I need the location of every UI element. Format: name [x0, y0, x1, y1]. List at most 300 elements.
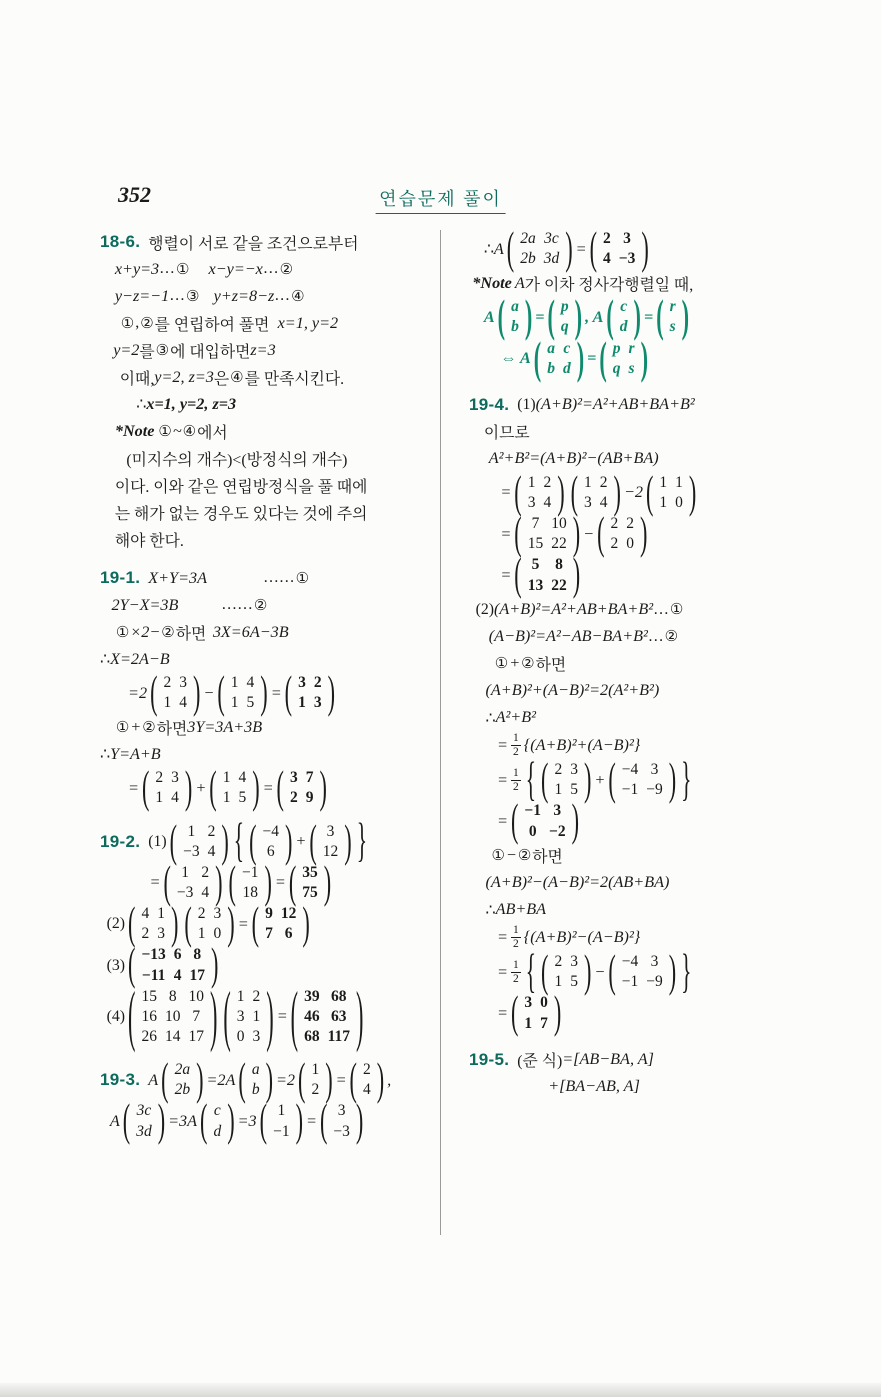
- matrix: [607, 945, 677, 997]
- matrix-paren: (: [184, 897, 192, 949]
- matrix-cell: 9: [265, 905, 273, 923]
- content-line: [100, 1094, 433, 1146]
- matrix-cell: 7: [305, 769, 314, 787]
- matrix-cell: −3: [183, 842, 200, 860]
- matrix-cell: 6: [284, 925, 293, 943]
- korean-text: (1): [517, 395, 536, 413]
- matrix-grid: [328, 1101, 355, 1141]
- matrix: [589, 222, 650, 274]
- math-text: =: [270, 683, 282, 702]
- content-line: [100, 229, 433, 255]
- matrix-grid: [150, 768, 184, 808]
- matrix-grid: [519, 993, 553, 1033]
- content-line: [469, 290, 802, 342]
- matrix-paren: ): [583, 753, 592, 805]
- matrix-paren: ): [209, 976, 218, 1054]
- matrix-cell: 0: [540, 994, 548, 1012]
- math-text: (A+B)²=A²+AB+BA+B²: [494, 600, 654, 619]
- equation-marker: ①: [120, 315, 135, 332]
- matrix: [276, 761, 328, 813]
- matrix-cell: 4: [173, 966, 182, 984]
- matrix-grid: [523, 514, 572, 554]
- math-text: =2: [128, 683, 148, 702]
- matrix-cell: 7: [540, 1014, 548, 1032]
- matrix-paren: (: [656, 290, 664, 342]
- content-line: [469, 392, 802, 418]
- equation-marker: ②: [142, 719, 156, 736]
- matrix-cell: 4: [238, 769, 247, 787]
- equation-marker: ②: [161, 624, 175, 641]
- content-line: [100, 310, 433, 336]
- content-line: [100, 526, 433, 552]
- matrix: [510, 986, 562, 1038]
- matrix-cell: 2a: [520, 230, 536, 247]
- matrix-cell: 1: [222, 789, 231, 807]
- math-text: A²+B²=(A+B)²−(AB+BA): [488, 449, 659, 468]
- matrix-paren: ): [196, 1053, 204, 1105]
- matrix-paren: (: [514, 548, 522, 600]
- content-line: [100, 976, 433, 1054]
- math-text: , A: [585, 307, 604, 326]
- matrix: [237, 1053, 274, 1105]
- matrix-cell: 1: [659, 493, 668, 511]
- content-line: [469, 870, 802, 896]
- matrix-cell: 4: [246, 674, 255, 691]
- matrix-paren: (: [200, 1094, 208, 1146]
- korean-text: ∴: [485, 901, 496, 919]
- matrix-paren: ): [668, 753, 677, 805]
- math-text: =3: [237, 1112, 257, 1131]
- matrix-cell: 5: [531, 556, 540, 574]
- matrix-paren: (: [128, 938, 136, 990]
- math-text: =2A: [206, 1070, 236, 1089]
- matrix-cell: 46: [304, 1007, 320, 1025]
- matrix-paren: (: [169, 814, 178, 866]
- matrix-paren: ): [323, 856, 332, 908]
- matrix-cell: p: [560, 298, 569, 316]
- matrix-grid: [523, 473, 557, 513]
- content-line: [100, 741, 433, 767]
- math-text: +: [295, 832, 307, 851]
- matrix-cell: 1: [675, 473, 683, 491]
- math-text: +: [594, 770, 606, 789]
- fraction-denominator: 2: [512, 937, 519, 950]
- content-line: [100, 565, 433, 591]
- matrix-cell: s: [628, 359, 635, 377]
- matrix-cell: 7: [531, 515, 540, 533]
- matrix-cell: 1: [277, 1102, 286, 1120]
- matrix-cell: −1: [241, 863, 259, 881]
- equation-marker: ①: [115, 719, 130, 736]
- matrix-grid: [519, 801, 570, 841]
- math-text: =[AB−BA, A]: [562, 1050, 654, 1069]
- big-delimiter: {: [233, 813, 245, 867]
- matrix-cell: 15: [527, 535, 544, 553]
- matrix-paren: ): [574, 290, 583, 342]
- matrix-cell: 0: [213, 925, 222, 943]
- matrix-grid: [542, 339, 576, 379]
- matrix-cell: 3: [236, 1007, 245, 1025]
- math-text: y=2, z=3: [154, 367, 214, 386]
- fraction: [511, 924, 521, 951]
- matrix-paren: ): [265, 1053, 273, 1105]
- matrix-cell: r: [669, 298, 676, 316]
- content-line: [100, 445, 433, 471]
- matrix-grid: [136, 945, 210, 985]
- matrix-paren: ): [211, 938, 219, 990]
- math-text: =: [276, 1007, 288, 1026]
- content-line: [100, 856, 433, 908]
- matrix-cell: 0: [626, 535, 634, 553]
- matrix-paren: (: [276, 761, 284, 813]
- korean-text: 에 대입하면: [170, 343, 251, 361]
- matrix-paren: ): [633, 290, 641, 342]
- matrix-cell: 2: [311, 1081, 320, 1099]
- math-text: =: [128, 778, 139, 797]
- math-text: ,: [387, 1070, 392, 1089]
- korean-text: (준 식): [517, 1053, 563, 1071]
- matrix-paren: (: [349, 1053, 357, 1105]
- math-text: −: [203, 683, 215, 702]
- matrix-paren: (: [570, 466, 579, 518]
- matrix-grid: [515, 229, 564, 269]
- korean-text: …: [274, 287, 291, 304]
- korean-text: 하면: [532, 849, 563, 867]
- fraction-numerator: 1: [511, 767, 521, 781]
- fraction: [511, 767, 521, 794]
- math-text: +: [130, 717, 142, 736]
- math-text: (A+B)²=A²+AB+BA+B²: [535, 395, 695, 414]
- matrix-cell: 4: [179, 694, 187, 712]
- matrix-cell: 14: [164, 1027, 181, 1045]
- problem-number: 19-1.: [100, 568, 141, 587]
- korean-text: …: [169, 287, 185, 304]
- matrix-paren: (: [589, 222, 597, 274]
- big-delimiter: }: [356, 813, 367, 867]
- matrix-paren: ): [319, 761, 327, 813]
- math-text: (A−B)²=A²−AB−BA+B²: [488, 627, 648, 646]
- matrix-cell: 1: [252, 1007, 261, 1025]
- korean-text: (2): [106, 915, 126, 933]
- matrix-cell: 4: [362, 1081, 371, 1099]
- equation-marker: ④: [230, 369, 244, 386]
- matrix-cell: 18: [242, 883, 258, 901]
- content-line: [469, 651, 802, 677]
- math-text: ×2−: [130, 622, 161, 641]
- matrix-cell: 0: [236, 1027, 245, 1045]
- matrix: [208, 761, 260, 813]
- matrix-cell: 3d: [136, 1122, 152, 1140]
- fraction-denominator: 2: [512, 972, 519, 985]
- matrix-cell: 1: [181, 863, 189, 881]
- big-delimiter: {: [525, 944, 537, 998]
- equation-marker: ②: [521, 656, 535, 673]
- matrix-cell: a: [511, 298, 519, 316]
- matrix-grid: [598, 229, 640, 269]
- korean-text: ……: [263, 569, 295, 586]
- matrix-cell: 17: [188, 1027, 204, 1045]
- matrix-paren: (: [541, 945, 549, 997]
- math-text: X+Y=3A: [148, 568, 207, 587]
- matrix-paren: ): [688, 466, 697, 518]
- korean-text: …: [653, 600, 669, 618]
- math-text: =: [497, 1004, 508, 1023]
- math-text: y=2: [113, 340, 140, 359]
- matrix-cell: 5: [570, 781, 578, 799]
- matrix-cell: −1: [621, 973, 639, 991]
- matrix-cell: 2: [554, 761, 563, 779]
- page-number: 352: [118, 182, 151, 207]
- matrix-cell: −1: [524, 802, 541, 820]
- matrix-grid: [136, 987, 209, 1047]
- problem-block: [100, 229, 433, 552]
- content-line: [469, 678, 802, 704]
- matrix-paren: ): [583, 945, 592, 997]
- matrix-paren: (: [510, 794, 519, 846]
- math-text: =: [335, 1070, 347, 1089]
- math-text: −: [583, 524, 595, 543]
- matrix-cell: 5: [238, 789, 247, 807]
- matrix-cell: 1: [163, 694, 172, 712]
- math-text: =: [497, 812, 508, 831]
- math-text: x+y=3: [114, 259, 160, 278]
- matrix: [533, 331, 585, 383]
- math-text: =2: [275, 1070, 296, 1089]
- korean-text: ∴: [485, 709, 496, 727]
- matrix-grid: [159, 673, 193, 713]
- content-line: [100, 592, 433, 618]
- content-line: [100, 418, 433, 444]
- korean-text: 이므로: [483, 425, 530, 443]
- matrix-cell: 75: [302, 883, 318, 901]
- matrix-grid: [208, 1101, 226, 1141]
- matrix-grid: [297, 863, 323, 903]
- matrix-paren: (: [497, 290, 506, 342]
- big-delimiter: }: [681, 752, 692, 806]
- math-text: {(A+B)²+(A−B)²}: [523, 735, 641, 754]
- matrix-paren: ): [668, 945, 677, 997]
- matrix-cell: 1: [197, 925, 206, 943]
- matrix-paren: ): [355, 976, 364, 1054]
- matrix: [222, 976, 274, 1054]
- matrix-paren: ): [184, 761, 193, 813]
- matrix-paren: ): [639, 507, 648, 559]
- equation-marker: ②: [664, 629, 679, 646]
- right-column: [469, 222, 802, 1155]
- matrix-paren: (: [608, 753, 616, 805]
- equation-marker: ①: [158, 423, 172, 440]
- matrix-cell: 5: [570, 973, 578, 991]
- matrix: [199, 1094, 236, 1146]
- content-line: [469, 752, 802, 806]
- problem-number: 19-2.: [100, 831, 141, 851]
- matrix-cell: 68: [304, 1027, 320, 1045]
- content-line: [469, 222, 802, 274]
- matrix-paren: ): [641, 222, 649, 274]
- korean-text: ∴: [100, 651, 111, 668]
- matrix-cell: 4: [207, 842, 216, 860]
- matrix-grid: [617, 760, 668, 800]
- matrix-cell: 1: [554, 781, 563, 799]
- matrix-cell: 2: [141, 925, 150, 943]
- matrix-cell: −13: [141, 946, 166, 964]
- matrix-cell: 1: [298, 694, 306, 712]
- matrix-cell: −4: [621, 761, 639, 779]
- matrix-cell: 2: [163, 674, 172, 691]
- matrix-grid: [170, 1060, 196, 1100]
- matrix-paren: ): [565, 222, 573, 274]
- matrix-cell: −3: [618, 250, 636, 268]
- math-text: +: [509, 654, 521, 673]
- matrix: [605, 290, 642, 342]
- matrix: [216, 666, 268, 718]
- problem-block: [469, 1047, 802, 1100]
- content-line: [469, 705, 802, 731]
- matrix-cell: 3: [650, 953, 659, 971]
- matrix-grid: [268, 1101, 295, 1141]
- page-header: [0, 182, 881, 218]
- matrix-paren: ): [227, 1094, 235, 1146]
- matrix-grid: [136, 904, 170, 944]
- matrix-paren: ): [295, 1094, 303, 1146]
- matrix-cell: a: [547, 339, 555, 357]
- math-text: =: [500, 524, 512, 543]
- math-text: =: [149, 873, 161, 892]
- matrix-paren: (: [284, 666, 293, 718]
- korean-text: ∴: [100, 746, 111, 764]
- matrix-paren: ): [325, 1053, 333, 1105]
- matrix-cell: 1: [236, 987, 245, 1005]
- content-line: [469, 986, 802, 1038]
- math-text: 3Y=3A+3B: [187, 717, 263, 736]
- matrix-paren: ): [557, 466, 565, 518]
- equation-marker: ②: [279, 261, 294, 278]
- matrix-cell: 1: [659, 473, 668, 491]
- matrix-cell: 39: [304, 987, 320, 1005]
- content-line: [100, 761, 433, 813]
- matrix-cell: 3: [524, 994, 533, 1012]
- two-column-layout: [100, 222, 802, 1155]
- matrix: [349, 1053, 386, 1105]
- matrix-grid: [218, 768, 252, 808]
- matrix-cell: 3: [553, 802, 562, 820]
- matrix-cell: −1: [621, 781, 639, 799]
- matrix-paren: (: [514, 507, 522, 559]
- math-text: y−z=−1: [114, 286, 170, 305]
- korean-text: 하면: [156, 720, 188, 738]
- problem-block: [469, 222, 802, 383]
- korean-text: …: [159, 260, 175, 277]
- matrix: [228, 856, 273, 908]
- matrix-cell: 2: [554, 953, 563, 971]
- content-line: [100, 619, 433, 645]
- matrix-cell: 7: [265, 925, 273, 943]
- matrix-paren: ): [571, 794, 580, 846]
- matrix-paren: (: [547, 290, 555, 342]
- matrix-paren: (: [209, 761, 217, 813]
- matrix-cell: −3: [333, 1122, 350, 1140]
- content-line: [469, 597, 802, 623]
- math-text: =: [643, 307, 654, 326]
- fraction-denominator: 2: [512, 745, 519, 758]
- equation-marker: ④: [182, 423, 197, 440]
- matrix-paren: (: [217, 666, 225, 718]
- matrix-paren: (: [298, 1053, 306, 1105]
- matrix-cell: b: [251, 1081, 260, 1099]
- korean-text: 에서: [197, 424, 228, 442]
- matrix-cell: 3: [171, 769, 179, 787]
- matrix-paren: ): [284, 814, 293, 866]
- matrix-paren: (: [128, 976, 136, 1054]
- matrix: [122, 1094, 166, 1146]
- matrix-cell: 0: [528, 822, 537, 840]
- matrix-cell: 2: [252, 987, 261, 1005]
- content-line: [469, 419, 802, 445]
- matrix-cell: 5: [246, 694, 255, 712]
- matrix-grid: [285, 768, 319, 808]
- korean-text: (4): [106, 1007, 126, 1025]
- matrix-paren: ): [376, 1053, 385, 1105]
- matrix-grid: [556, 297, 574, 337]
- matrix-cell: 10: [164, 1007, 181, 1025]
- content-line: [469, 1074, 802, 1100]
- matrix: [506, 222, 574, 274]
- content-line: [469, 548, 802, 600]
- math-text: Y=A+B: [110, 744, 161, 763]
- matrix: [160, 1053, 204, 1105]
- matrix: [645, 466, 697, 518]
- matrix-cell: 1: [230, 674, 239, 691]
- matrix-cell: 2: [610, 515, 619, 533]
- korean-text: 가 이차 정사각행렬일 때,: [524, 276, 694, 294]
- matrix-cell: 68: [331, 987, 347, 1005]
- content-line: [100, 391, 433, 417]
- matrix-cell: 1: [230, 694, 239, 712]
- matrix-cell: a: [251, 1061, 260, 1079]
- matrix-grid: [131, 1101, 157, 1141]
- problem-number: 19-3.: [100, 1070, 141, 1090]
- matrix: [655, 290, 690, 342]
- matrix-cell: 3: [298, 674, 306, 691]
- matrix: [149, 666, 201, 718]
- matrix-paren: ): [640, 331, 648, 383]
- problem-block: [469, 392, 802, 1038]
- matrix-cell: 2: [626, 515, 634, 533]
- math-text: X=2A−B: [110, 649, 170, 668]
- matrix-grid: [605, 514, 639, 554]
- math-text: {(A+B)²−(A−B)²}: [523, 927, 641, 946]
- matrix-grid: [172, 863, 214, 903]
- matrix-paren: (: [150, 666, 158, 718]
- matrix-cell: 3: [570, 953, 578, 971]
- matrix-cell: 3: [213, 905, 222, 923]
- equation-marker: ①: [115, 624, 130, 641]
- matrix: [513, 507, 581, 559]
- matrix-paren: (: [599, 331, 607, 383]
- matrix-paren: ): [264, 856, 272, 908]
- matrix-cell: 4: [171, 789, 179, 807]
- matrix-cell: 2a: [174, 1061, 191, 1079]
- content-line: [469, 843, 802, 869]
- matrix: [319, 1094, 364, 1146]
- matrix-cell: 3c: [544, 230, 559, 247]
- math-text: =: [535, 307, 545, 326]
- matrix-cell: 4: [141, 905, 150, 923]
- math-text: ~: [172, 421, 182, 440]
- matrix-cell: 26: [141, 1027, 157, 1045]
- content-line: [100, 472, 433, 498]
- matrix-grid: [506, 297, 524, 337]
